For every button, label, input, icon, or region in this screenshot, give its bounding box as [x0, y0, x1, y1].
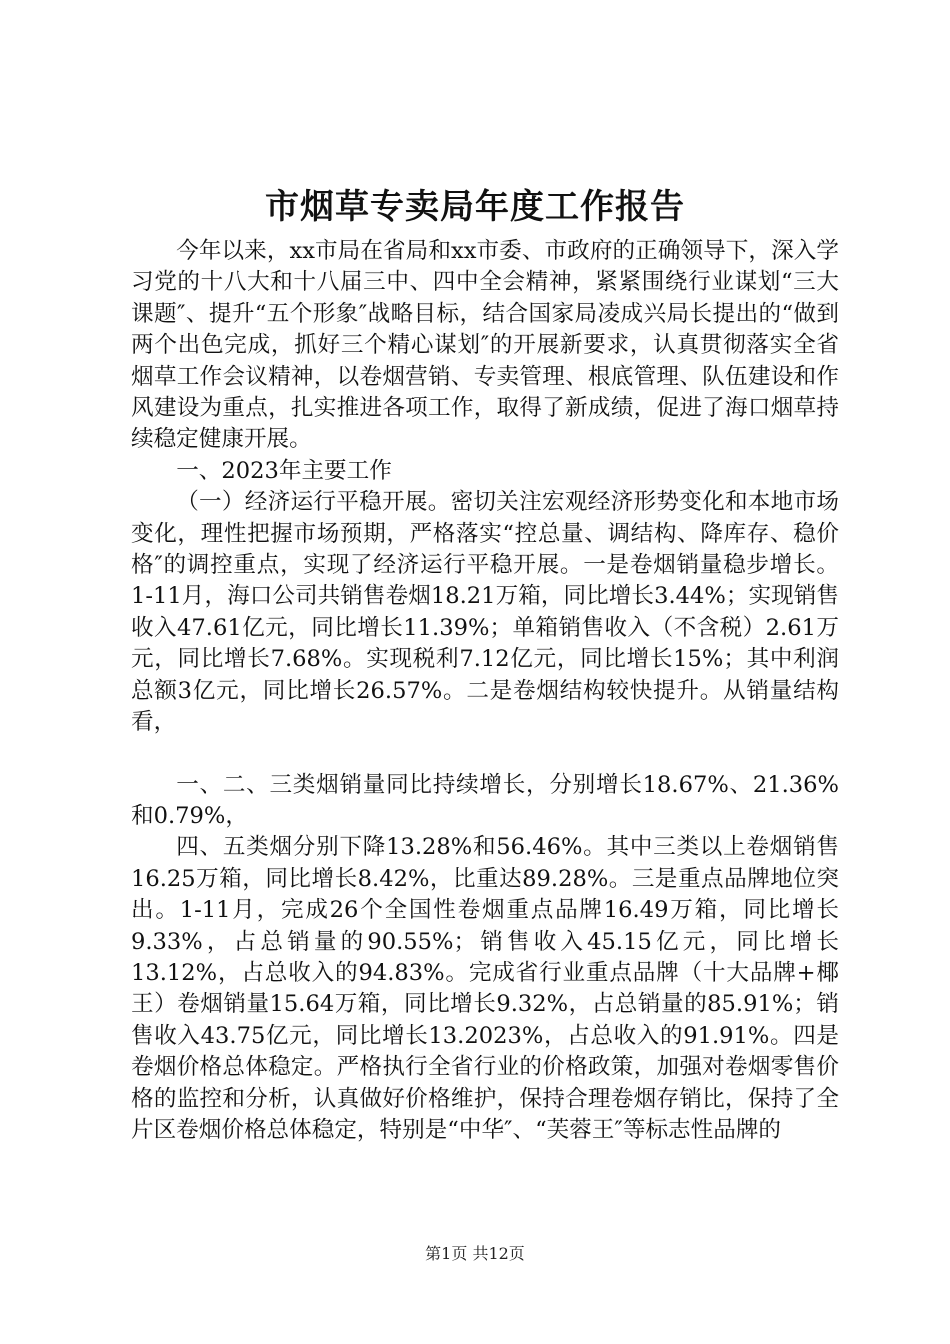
paragraph-categories: 一、二、三类烟销量同比持续增长，分别增长18.67%、21.36%和0.79%，	[131, 771, 839, 829]
paragraph-intro: 今年以来，xx市局在省局和xx市委、市政府的正确领导下，深入学习党的十八大和十八届三中、四中全会精神，紧紧围绕行业谋划“三大课题″、提升“五个形象″战略目标，结合国家局凌成兴局长提出的“做到两个出色完成，抓好三个精心谋划″的开展新要求，认真贯彻落实全省烟草工作会议精神，以卷烟营销、专卖管理、根底管理、队伍建设和作风建设为重点，扎实推进各项工作，取得了新成绩，促进了海口烟草持续稳定健康开展。	[131, 238, 839, 453]
paragraph-economy: （一）经济运行平稳开展。密切关注宏观经济形势变化和本地市场变化，理性把握市场预期，严格落实“控总量、调结构、降库存、稳价格″的调控重点，实现了经济运行平稳开展。一是卷烟销量稳步增长。1-11月，海口公司共销售卷烟18.21万箱，同比增长3.44%；实现销售收入47.61亿元，同比增长11.39%；单箱销售收入（不含税）2.61万元，同比增长7.68%。实现税利7.12亿元，同比增长15%；其中利润总额3亿元，同比增长26.57%。二是卷烟结构较快提升。从销量结构看，	[131, 489, 839, 736]
paragraph-brands: 四、五类烟分别下降13.28%和56.46%。其中三类以上卷烟销售16.25万箱，同比增长8.42%，比重达89.28%。三是重点品牌地位突出。1-11月，完成26个全国性卷烟重点品牌16.49万箱，同比增长9.33%，占总销量的90.55%；销售收入45.15亿元，同比增长13.12%，占总收入的94.83%。完成省行业重点品牌（十大品牌+椰王）卷烟销量15.64万箱，同比增长9.32%，占总销量的85.91%；销售收入43.75亿元，同比增长13.2023%，占总收入的91.91%。四是卷烟价格总体稳定。严格执行全省行业的价格政策，加强对卷烟零售价格的监控和分析，认真做好价格维护，保持合理卷烟存销比，保持了全片区卷烟价格总体稳定，特别是“中华″、“芙蓉王″等标志性品牌的	[131, 834, 839, 1143]
document-body	[131, 236, 839, 1146]
document-title: 市烟草专卖局年度工作报告	[265, 187, 685, 227]
page-number: 第1页 共12页	[425, 1244, 525, 1263]
section-heading: 一、2023年主要工作	[176, 457, 392, 484]
